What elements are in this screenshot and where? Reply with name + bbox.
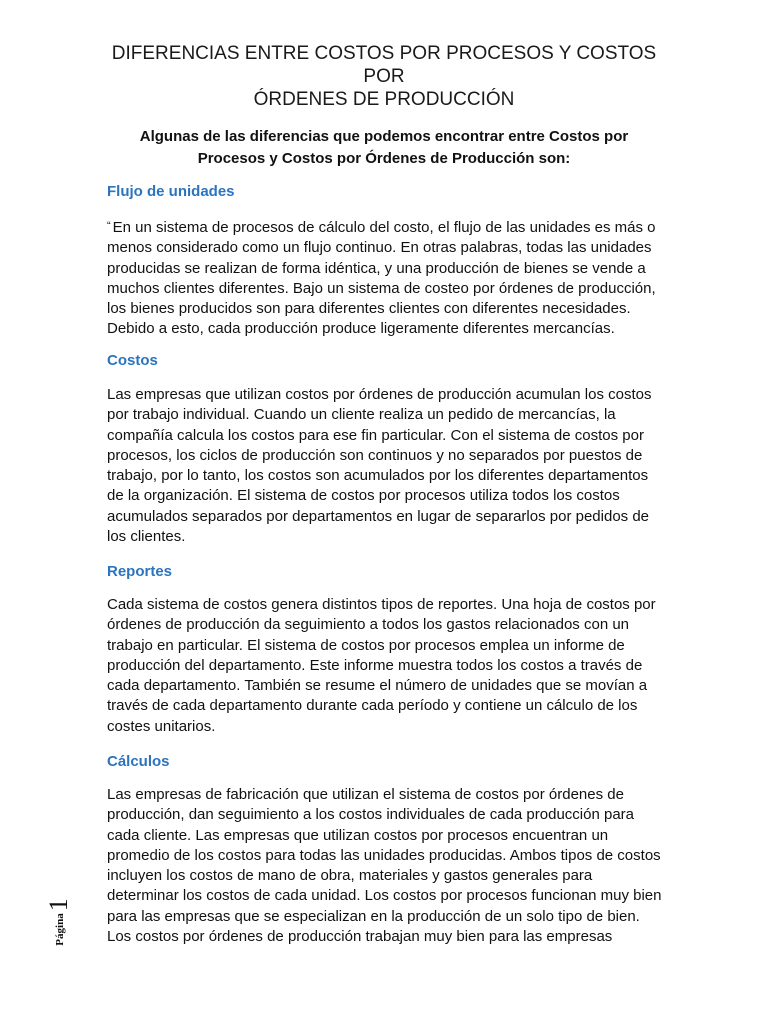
section-heading-costos: Costos xyxy=(107,352,158,369)
document-title-line-1: DIFERENCIAS ENTRE COSTOS POR PROCESOS Y COSTOS POR xyxy=(111,43,657,87)
page-number-footer xyxy=(42,882,76,962)
intro-heading xyxy=(110,126,658,170)
section-heading-flujo: Flujo de unidades xyxy=(107,183,235,200)
document-title-line-2: ÓRDENES DE PRODUCCIÓN xyxy=(253,89,515,110)
section-heading-calculos: Cálculos xyxy=(107,753,170,770)
section-heading-reportes: Reportes xyxy=(107,563,173,580)
intro-line-2: Procesos y Costos por Órdenes de Producción son: xyxy=(197,150,571,167)
section-paragraph-calculos: Las empresas de fabricación que utilizan el sistema de costos por órdenes de producción, dan seguimiento a los costos individuales de cada producción para cada cliente. Las empresas que utilizan costos por procesos encuentran un promedio de los costos para todas las unidades producidas. Ambos tipos de costos incluyen los costos de mano de obra, materiales y gastos generales para determinar los costos de cada unidad. Los costos por procesos funcionan muy bien para las empresas que se especializan en la producción de un solo tipo de bien. Los costos por órdenes de producción trabajan muy bien para las empresas xyxy=(107,786,662,946)
quote-mark: “ xyxy=(107,220,111,232)
page-number: 1 xyxy=(44,898,73,912)
section-paragraph-flujo-text: En un sistema de procesos de cálculo del costo, el flujo de las unidades es más o menos considerado como un flujo continuo. En otras palabras, todas las unidades producidas se realizan de forma idéntica, y una producción de bienes se vende a muchos clientes diferentes. Bajo un sistema de costeo por órdenes de producción, los bienes producidos son para diferentes clientes con diferentes necesidades. Debido a esto, cada producción produce ligeramente diferentes mercancías. xyxy=(107,219,656,338)
section-paragraph-costos: Las empresas que utilizan costos por órdenes de producción acumulan los costos por trabajo individual. Cuando un cliente realiza un pedido de mercancías, la compañía calcula los costos para ese fin particular. Con el sistema de costos por procesos, los ciclos de producción son continuos y no separados por puestos de trabajo, por lo tanto, los costos son acumulados por los diferentes departamentos de la organización. El sistema de costos por procesos utiliza todos los costos acumulados separados por departamentos en lugar de separarlos por pedidos de los clientes. xyxy=(107,386,652,546)
page-label: Página xyxy=(54,913,66,946)
intro-line-1: Algunas de las diferencias que podemos encontrar entre Costos por xyxy=(139,128,629,145)
document-title xyxy=(90,42,678,111)
section-paragraph-reportes: Cada sistema de costos genera distintos tipos de reportes. Una hoja de costos por órdenes de producción da seguimiento a todos los gastos relacionados con un trabajo en particular. El sistema de costos por procesos emplea un informe de producción del departamento. Este informe muestra todos los costos a través de cada departamento. También se resume el número de unidades que se movían a través de cada departamento durante cada período y contiene un cálculo de los costes unitarios. xyxy=(107,596,656,735)
section-paragraph-flujo xyxy=(107,216,667,340)
